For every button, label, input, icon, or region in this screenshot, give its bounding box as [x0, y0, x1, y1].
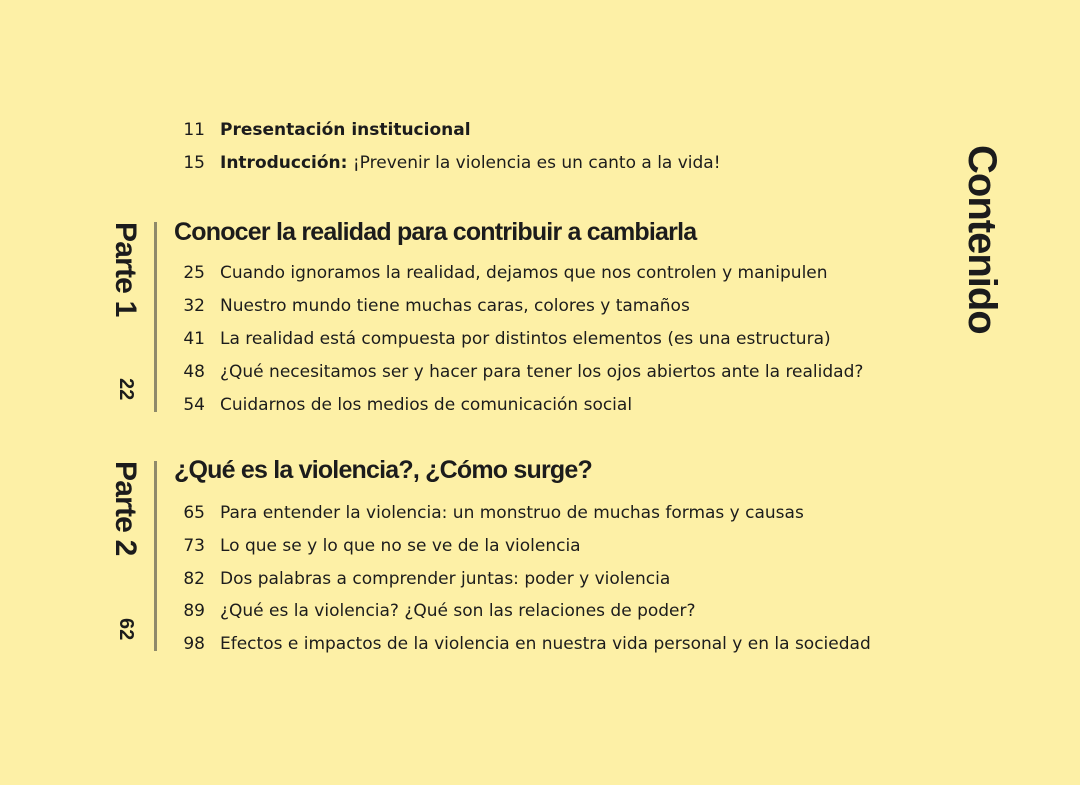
toc-page-number: 98: [183, 633, 205, 654]
toc-entry-text: Cuidarnos de los medios de comunicación social: [220, 394, 633, 415]
toc-entry[interactable]: [172, 355, 863, 388]
toc-page-number: 82: [183, 568, 205, 589]
part-1-label: Parte 1: [109, 222, 142, 317]
part-2-label: Parte 2: [109, 461, 142, 556]
toc-page-number: 54: [183, 394, 205, 415]
part-1-heading: Conocer la realidad para contribuir a cambiarla: [174, 218, 697, 246]
toc-entry-text: Para entender la violencia: un monstruo de muchas formas y causas: [220, 502, 804, 523]
toc-page-number: 15: [183, 152, 205, 173]
toc-entry-text: Nuestro mundo tiene muchas caras, colores y tamaños: [220, 295, 690, 316]
part-2-page-number: 62: [115, 618, 137, 641]
toc-entry[interactable]: [172, 322, 831, 355]
toc-page-number: 11: [183, 119, 205, 140]
toc-entry-text: La realidad está compuesta por distintos elementos (es una estructura): [220, 328, 831, 349]
toc-page-number: 25: [183, 262, 205, 283]
toc-entry-introduction[interactable]: [172, 146, 721, 179]
toc-entry[interactable]: [172, 627, 871, 660]
toc-page-number: 89: [183, 600, 205, 621]
part-1-page-number: 22: [115, 378, 137, 401]
part-2-divider: [154, 461, 157, 651]
toc-page-number: 41: [183, 328, 205, 349]
toc-entry-text: Efectos e impactos de la violencia en nuestra vida personal y en la sociedad: [220, 633, 871, 654]
toc-entry-text: ¡Prevenir la violencia es un canto a la vida!: [347, 152, 721, 173]
toc-entry[interactable]: [172, 496, 804, 529]
toc-entry[interactable]: [172, 594, 696, 627]
contents-title: Contenido: [960, 145, 1004, 334]
toc-page-number: 48: [183, 361, 205, 382]
toc-entry-text: Cuando ignoramos la realidad, dejamos que nos controlen y manipulen: [220, 262, 828, 283]
toc-entry[interactable]: [172, 529, 581, 562]
toc-entry-text: ¿Qué necesitamos ser y hacer para tener los ojos abiertos ante la realidad?: [220, 361, 864, 382]
toc-entry-text: Dos palabras a comprender juntas: poder y violencia: [220, 568, 671, 589]
part-2-heading: ¿Qué es la violencia?, ¿Cómo surge?: [174, 456, 592, 484]
toc-entry[interactable]: [172, 289, 690, 322]
toc-page-number: 32: [183, 295, 205, 316]
toc-entry[interactable]: [172, 256, 828, 289]
toc-entry-bold-label: Introducción:: [220, 152, 348, 173]
part-1-divider: [154, 222, 157, 412]
toc-entry[interactable]: [172, 562, 670, 595]
toc-entry-text: Lo que se y lo que no se ve de la violencia: [220, 535, 581, 556]
toc-page-number: 65: [183, 502, 205, 523]
toc-entry[interactable]: [172, 388, 632, 421]
toc-entry-presentation[interactable]: [172, 113, 471, 146]
toc-page-number: 73: [183, 535, 205, 556]
toc-entry-bold-label: Presentación institucional: [220, 119, 471, 140]
toc-entry-text: ¿Qué es la violencia? ¿Qué son las relaciones de poder?: [220, 600, 696, 621]
